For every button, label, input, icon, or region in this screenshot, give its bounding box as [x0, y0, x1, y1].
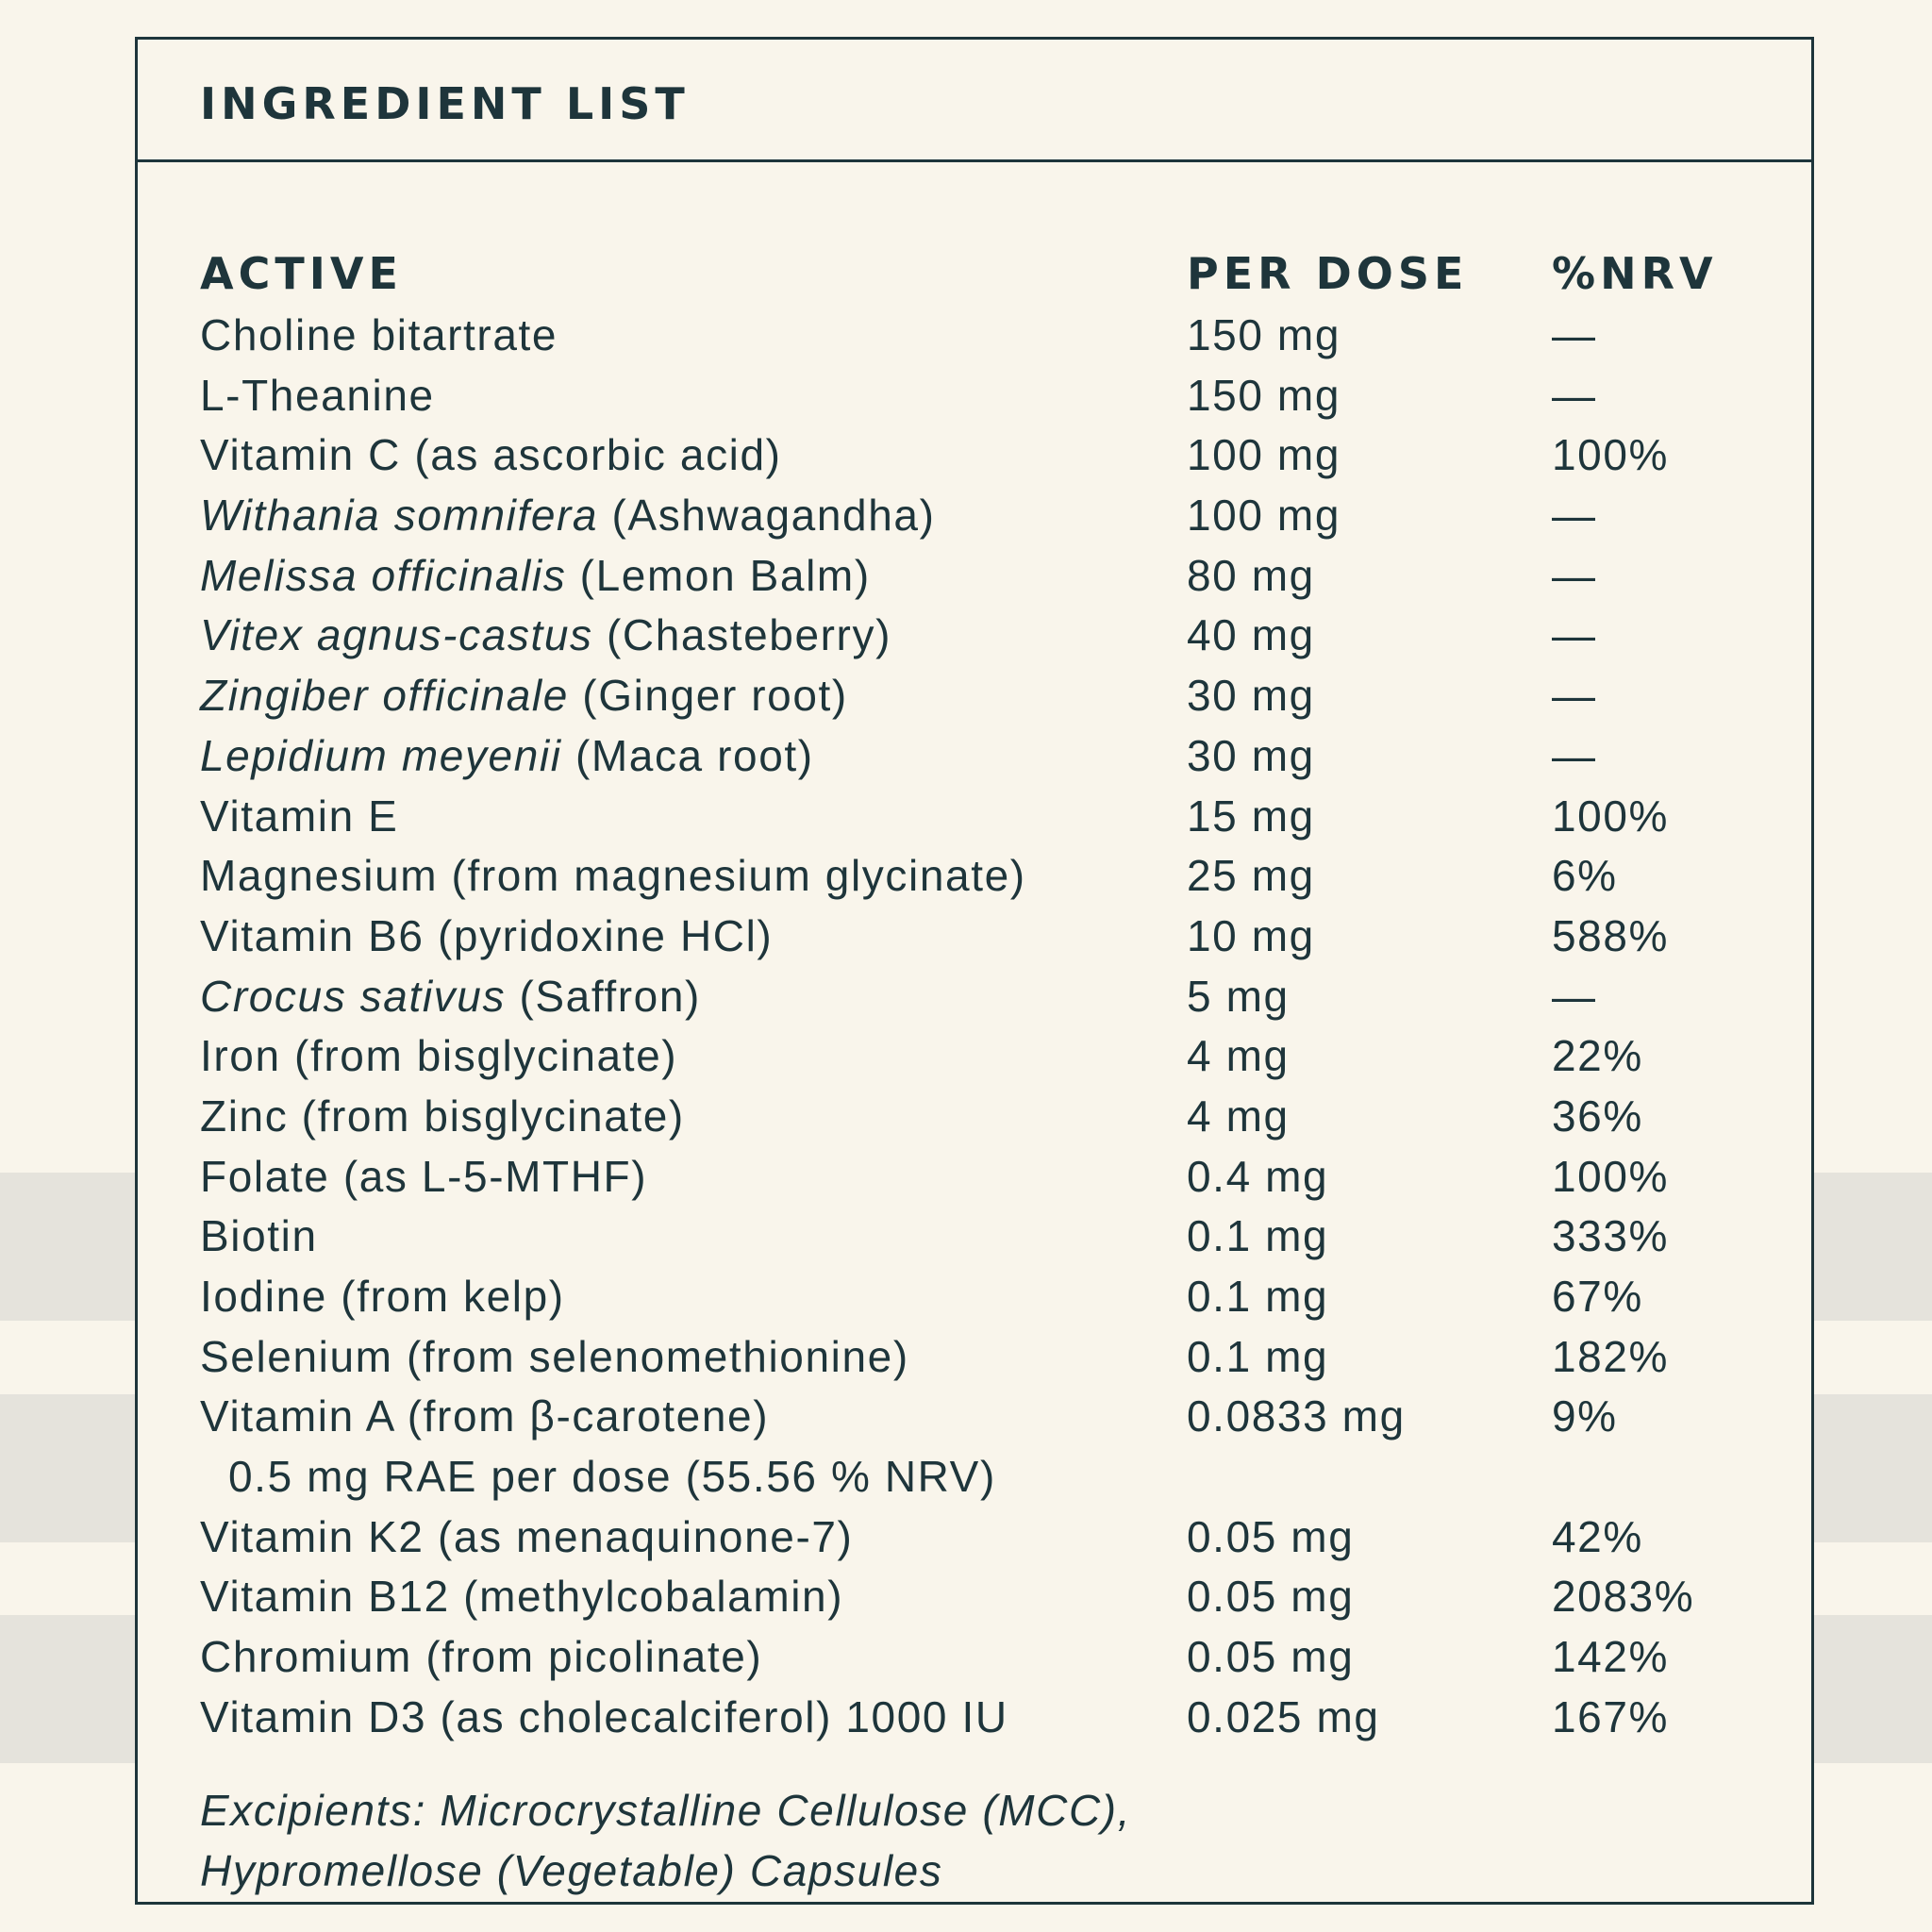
table-header — [200, 238, 1804, 306]
table-row — [200, 1627, 1804, 1688]
table-row — [200, 1567, 1804, 1627]
ingredient-name — [200, 1147, 647, 1207]
nrv-value: — — [1552, 971, 1597, 1021]
per-dose-value: 25 mg — [1187, 851, 1315, 901]
table-row — [200, 1387, 1804, 1447]
table-row — [200, 787, 1804, 847]
table-row — [200, 546, 1804, 607]
table-row — [200, 907, 1804, 967]
ingredient-label: Vitamin B6 (pyridoxine HCl) — [200, 910, 774, 960]
ingredient-latin-name: Zingiber officinale — [200, 671, 569, 721]
ingredient-latin-name: Vitex agnus-castus — [200, 610, 593, 660]
ingredient-panel — [135, 37, 1814, 1905]
ingredient-label: Vitamin A (from β-carotene) — [200, 1391, 770, 1441]
nrv-value: — — [1552, 310, 1597, 359]
ingredient-name — [200, 1087, 685, 1146]
per-dose-value: 150 mg — [1187, 310, 1341, 359]
table-row — [200, 606, 1804, 666]
per-dose-value: 0.1 mg — [1187, 1272, 1329, 1321]
table-row — [200, 366, 1804, 426]
table-row — [200, 846, 1804, 907]
per-dose-value: 0.0833 mg — [1187, 1391, 1406, 1441]
ingredient-name — [200, 1207, 318, 1266]
ingredient-name — [200, 787, 398, 846]
nrv-value: 333% — [1552, 1211, 1670, 1261]
excipients-line-1: Excipients: Microcrystalline Cellulose (MCC), — [200, 1786, 1132, 1835]
ingredient-label: Vitamin C (as ascorbic acid) — [200, 430, 782, 480]
ingredient-latin-name: Lepidium meyenii — [200, 730, 562, 780]
table-row — [200, 726, 1804, 787]
per-dose-value: 100 mg — [1187, 430, 1341, 480]
nrv-value: 67% — [1552, 1272, 1643, 1321]
ingredient-label: (Ginger root) — [568, 671, 848, 721]
ingredient-label: Zinc (from bisglycinate) — [200, 1091, 685, 1141]
table-row — [200, 1688, 1804, 1748]
ingredient-name — [200, 546, 871, 606]
nrv-value: 142% — [1552, 1632, 1670, 1682]
ingredient-name — [228, 1447, 996, 1507]
per-dose-value: 0.05 mg — [1187, 1632, 1355, 1682]
ingredient-label: Chromium (from picolinate) — [200, 1632, 763, 1682]
table-row-note — [200, 1447, 1804, 1507]
nrv-value: — — [1552, 610, 1597, 660]
per-dose-value: 0.05 mg — [1187, 1511, 1355, 1561]
ingredient-label: Selenium (from selenomethionine) — [200, 1331, 909, 1381]
ingredient-label: Vitamin D3 (as cholecalciferol) 1000 IU — [200, 1691, 1008, 1741]
per-dose-value: 40 mg — [1187, 610, 1315, 660]
ingredient-name — [200, 306, 558, 365]
table-row — [200, 306, 1804, 366]
per-dose-value: 4 mg — [1187, 1091, 1290, 1141]
per-dose-value: 5 mg — [1187, 971, 1290, 1021]
ingredient-label: (Saffron) — [506, 971, 701, 1021]
ingredient-latin-name: Melissa officinalis — [200, 550, 567, 600]
excipients-line-2: Hypromellose (Vegetable) Capsules — [200, 1846, 943, 1895]
ingredient-label: (Maca root) — [561, 730, 814, 780]
table-row — [200, 666, 1804, 726]
per-dose-value: 0.4 mg — [1187, 1151, 1329, 1201]
per-dose-value: 80 mg — [1187, 550, 1315, 600]
table-body — [200, 306, 1804, 1748]
table-row — [200, 486, 1804, 546]
table-row — [200, 1147, 1804, 1208]
ingredient-label: (Chasteberry) — [592, 610, 891, 660]
per-dose-value: 0.025 mg — [1187, 1691, 1380, 1741]
panel-header — [138, 40, 1811, 162]
ingredient-name — [200, 486, 936, 545]
table-row — [200, 1087, 1804, 1147]
nrv-value: — — [1552, 491, 1597, 541]
nrv-value: — — [1552, 730, 1597, 780]
ingredient-name — [200, 726, 814, 786]
ingredient-name — [200, 1267, 565, 1326]
nrv-value: 2083% — [1552, 1572, 1695, 1622]
nrv-value: 100% — [1552, 791, 1670, 841]
table-row — [200, 967, 1804, 1027]
per-dose-value: 0.1 mg — [1187, 1331, 1329, 1381]
nrv-value: 42% — [1552, 1511, 1643, 1561]
ingredient-name — [200, 1688, 1008, 1747]
ingredient-name — [200, 846, 1026, 906]
ingredient-label: 0.5 mg RAE per dose (55.56 % NRV) — [228, 1452, 996, 1502]
nrv-value: — — [1552, 671, 1597, 721]
nrv-value: 100% — [1552, 430, 1670, 480]
ingredient-name — [200, 967, 701, 1026]
panel-title: INGREDIENT LIST — [200, 78, 690, 129]
ingredient-label: (Lemon Balm) — [566, 550, 871, 600]
ingredient-name — [200, 666, 848, 725]
nrv-value: 588% — [1552, 910, 1670, 960]
ingredient-label: Choline bitartrate — [200, 310, 558, 359]
per-dose-value: 0.1 mg — [1187, 1211, 1329, 1261]
table-row — [200, 1026, 1804, 1087]
per-dose-value: 10 mg — [1187, 910, 1315, 960]
ingredient-label: Magnesium (from magnesium glycinate) — [200, 851, 1026, 901]
nrv-value: 182% — [1552, 1331, 1670, 1381]
ingredient-label: Iodine (from kelp) — [200, 1272, 565, 1321]
nrv-value: 9% — [1552, 1391, 1618, 1441]
ingredient-name — [200, 1026, 677, 1086]
ingredient-label: Biotin — [200, 1211, 318, 1261]
ingredient-latin-name: Withania somnifera — [200, 491, 599, 541]
table-row — [200, 425, 1804, 486]
per-dose-value: 150 mg — [1187, 370, 1341, 420]
ingredient-label: Vitamin B12 (methylcobalamin) — [200, 1572, 844, 1622]
ingredient-label: Folate (as L-5-MTHF) — [200, 1151, 648, 1201]
ingredient-name — [200, 1507, 853, 1567]
ingredient-name — [200, 1627, 762, 1687]
column-header-active: ACTIVE — [200, 248, 403, 299]
ingredient-name — [200, 1387, 769, 1446]
per-dose-value: 30 mg — [1187, 730, 1315, 780]
nrv-value: 36% — [1552, 1091, 1643, 1141]
per-dose-value: 30 mg — [1187, 671, 1315, 721]
nrv-value: 22% — [1552, 1031, 1643, 1081]
table-row — [200, 1507, 1804, 1568]
ingredient-name — [200, 1567, 843, 1626]
per-dose-value: 15 mg — [1187, 791, 1315, 841]
table-row — [200, 1207, 1804, 1267]
ingredient-table — [200, 238, 1804, 1748]
per-dose-value: 0.05 mg — [1187, 1572, 1355, 1622]
nrv-value: 100% — [1552, 1151, 1670, 1201]
nrv-value: 6% — [1552, 851, 1618, 901]
nrv-value: — — [1552, 370, 1597, 420]
ingredient-name — [200, 907, 773, 966]
ingredient-label: Vitamin K2 (as menaquinone-7) — [200, 1511, 854, 1561]
ingredient-name — [200, 606, 891, 665]
table-row — [200, 1267, 1804, 1327]
per-dose-value: 100 mg — [1187, 491, 1341, 541]
nrv-value: 167% — [1552, 1691, 1670, 1741]
ingredient-label: Vitamin E — [200, 791, 399, 841]
ingredient-name — [200, 425, 782, 485]
ingredient-label: (Ashwagandha) — [598, 491, 936, 541]
excipients-note — [200, 1780, 1131, 1901]
table-row — [200, 1327, 1804, 1388]
ingredient-label: L-Theanine — [200, 370, 435, 420]
ingredient-name — [200, 1327, 909, 1387]
ingredient-latin-name: Crocus sativus — [200, 971, 507, 1021]
column-header-nrv: %NRV — [1552, 248, 1718, 299]
per-dose-value: 4 mg — [1187, 1031, 1290, 1081]
nrv-value: — — [1552, 550, 1597, 600]
ingredient-label: Iron (from bisglycinate) — [200, 1031, 678, 1081]
ingredient-name — [200, 366, 435, 425]
column-header-per-dose: PER DOSE — [1187, 248, 1469, 299]
